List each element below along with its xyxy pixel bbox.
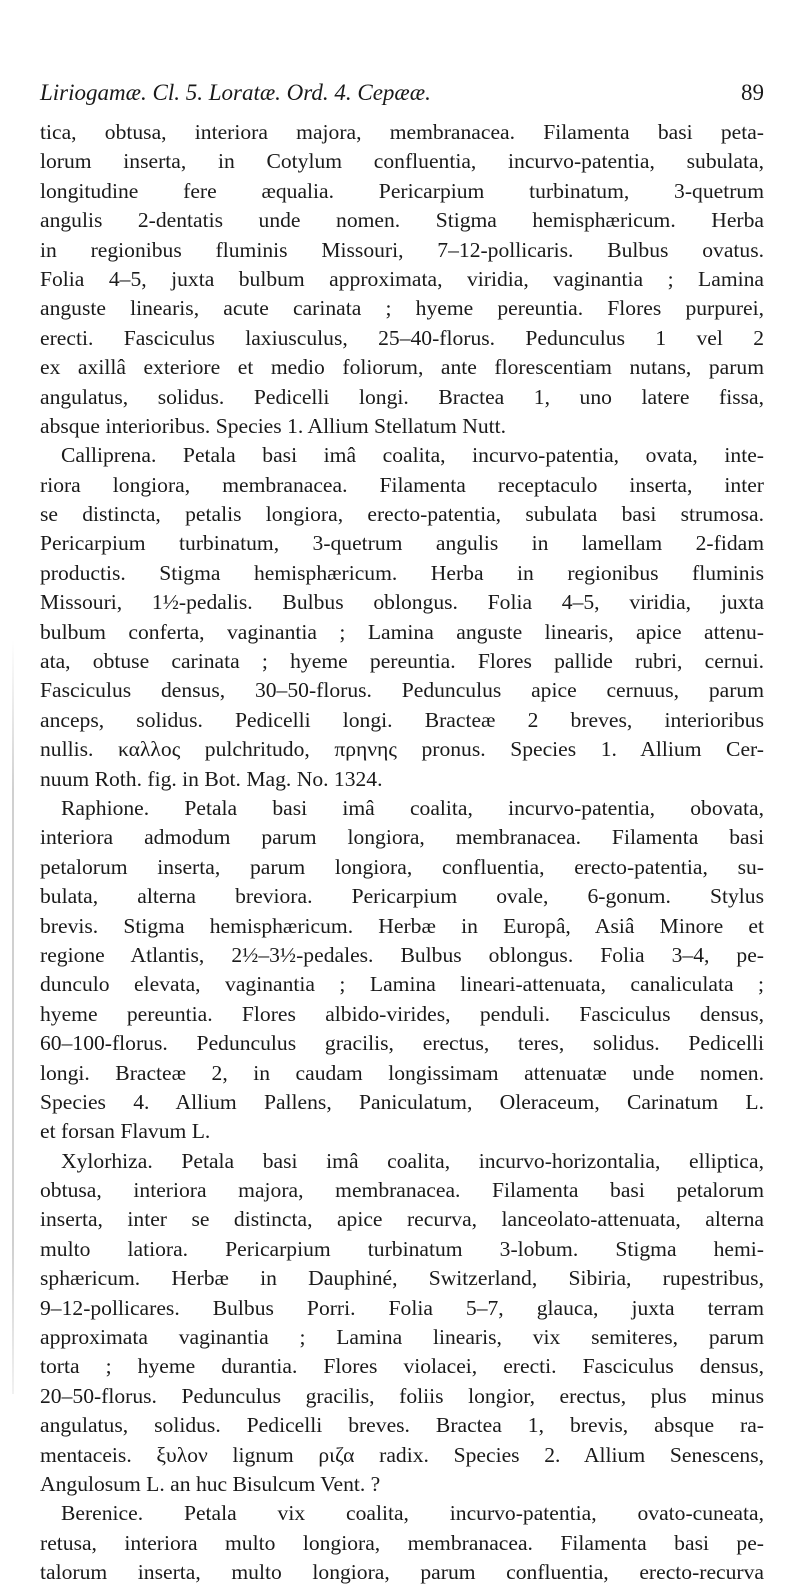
text-line: hyeme pereuntia. Flores albido-virides, penduli. Fasciculus densus, <box>40 1001 764 1026</box>
text-line: Missouri, 1½-pedalis. Bulbus oblongus. Folia 4–5, viridia, juxta <box>40 590 764 615</box>
text-line: angulatus, solidus. Pedicelli longi. Bractea 1, uno latere fissa, <box>40 384 764 409</box>
text-line: regione Atlantis, 2½–3½-pedales. Bulbus oblongus. Folia 3–4, pe- <box>40 942 764 967</box>
text-line: nullis. καλλος pulchritudo, πρηνης pronus. Species 1. Allium Cer- <box>40 737 764 762</box>
text-line: multo latiora. Pericarpium turbinatum 3-lobum. Stigma hemi- <box>40 1236 764 1261</box>
text-line: Pericarpium turbinatum, 3-quetrum angulis in lamellam 2-fidam <box>40 531 764 556</box>
text-line: interiora admodum parum longiora, membranacea. Filamenta basi <box>40 825 764 850</box>
text-line: productis. Stigma hemisphæricum. Herba in regionibus fluminis <box>40 560 764 585</box>
text-line: anceps, solidus. Pedicelli longi. Bracteæ 2 breves, interioribus <box>40 707 764 732</box>
text-line: ata, obtuse carinata ; hyeme pereuntia. Flores pallide rubri, cernui. <box>40 649 764 674</box>
text-line: riora longiora, membranacea. Filamenta receptaculo inserta, inter <box>40 472 764 497</box>
text-line: mentaceis. ξυλον lignum ριζα radix. Species 2. Allium Senescens, <box>40 1442 764 1467</box>
text-line: talorum inserta, multo longiora, parum confluentia, erecto-recurva <box>40 1560 764 1585</box>
running-title: Liriogamæ. Cl. 5. Loratæ. Ord. 4. Cepææ. <box>40 80 431 105</box>
body-text <box>40 118 764 1588</box>
text-line: et forsan Flavum L. <box>40 1119 211 1144</box>
text-line: tica, obtusa, interiora majora, membranacea. Filamenta basi peta- <box>40 120 764 144</box>
text-line: 20–50-florus. Pedunculus gracilis, foliis longior, erectus, plus minus <box>40 1383 764 1408</box>
scan-binding-shadow <box>12 640 14 1394</box>
text-line: approximata vaginantia ; Lamina linearis, vix semiteres, parum <box>40 1325 764 1350</box>
text-line: dunculo elevata, vaginantia ; Lamina lineari-attenuata, canaliculata ; <box>40 972 764 997</box>
text-line: inserta, inter se distincta, apice recurva, lanceolato-attenuata, alterna <box>40 1207 764 1232</box>
text-line: absque interioribus. Species 1. Allium Stellatum Nutt. <box>40 413 507 438</box>
page-number: 89 <box>741 80 764 105</box>
text-line: petalorum inserta, parum longiora, confluentia, erecto-patentia, su- <box>40 854 764 879</box>
text-line: torta ; hyeme durantia. Flores violacei, erecti. Fasciculus densus, <box>40 1354 764 1379</box>
text-line: angulis 2-dentatis unde nomen. Stigma hemisphæricum. Herba <box>40 208 764 233</box>
text-line: Xylorhiza. Petala basi imâ coalita, incurvo-horizontalia, elliptica, <box>61 1148 764 1173</box>
text-line: retusa, interiora multo longiora, membranacea. Filamenta basi pe- <box>40 1530 764 1555</box>
text-line: bulata, alterna breviora. Pericarpium ovale, 6-gonum. Stylus <box>40 884 764 909</box>
text-line: bulbum conferta, vaginantia ; Lamina anguste linearis, apice attenu- <box>40 619 764 644</box>
text-line: brevis. Stigma hemisphæricum. Herbæ in Europâ, Asiâ Minore et <box>40 913 764 938</box>
text-line: se distincta, petalis longiora, erecto-patentia, subulata basi strumosa. <box>40 502 764 527</box>
text-line: lorum inserta, in Cotylum confluentia, incurvo-patentia, subulata, <box>40 149 764 174</box>
text-line: in regionibus fluminis Missouri, 7–12-pollicaris. Bulbus ovatus. <box>40 237 764 262</box>
text-line: Folia 4–5, juxta bulbum approximata, viridia, vaginantia ; Lamina <box>40 266 764 291</box>
text-line: Berenice. Petala vix coalita, incurvo-patentia, ovato-cuneata, <box>61 1501 764 1526</box>
text-line: nuum Roth. fig. in Bot. Mag. No. 1324. <box>40 766 383 791</box>
text-line: Raphione. Petala basi imâ coalita, incurvo-patentia, obovata, <box>61 795 764 820</box>
text-line: ex axillâ exteriore et medio foliorum, ante florescentiam nutans, parum <box>40 355 764 380</box>
text-line: Angulosum L. an huc Bisulcum Vent. ? <box>40 1471 381 1496</box>
text-line: 60–100-florus. Pedunculus gracilis, erectus, teres, solidus. Pedicelli <box>40 1031 764 1056</box>
text-line: longi. Bracteæ 2, in caudam longissimam attenuatæ unde nomen. <box>40 1060 764 1085</box>
text-line: anguste linearis, acute carinata ; hyeme pereuntia. Flores purpurei, <box>40 296 764 321</box>
text-line: Calliprena. Petala basi imâ coalita, incurvo-patentia, ovata, inte- <box>61 443 764 468</box>
text-line: Species 4. Allium Pallens, Paniculatum, Oleraceum, Carinatum L. <box>40 1089 764 1114</box>
running-head <box>40 78 764 108</box>
text-line: longitudine fere æqualia. Pericarpium turbinatum, 3-quetrum <box>40 178 764 203</box>
text-line: sphæricum. Herbæ in Dauphiné, Switzerland, Sibiria, rupestribus, <box>40 1266 764 1291</box>
text-line: 9–12-pollicares. Bulbus Porri. Folia 5–7, glauca, juxta terram <box>40 1295 764 1320</box>
text-line: Fasciculus densus, 30–50-florus. Pedunculus apice cernuus, parum <box>40 678 764 703</box>
text-line: obtusa, interiora majora, membranacea. Filamenta basi petalorum <box>40 1178 764 1203</box>
text-line: erecti. Fasciculus laxiusculus, 25–40-florus. Pedunculus 1 vel 2 <box>40 325 764 350</box>
text-line: angulatus, solidus. Pedicelli breves. Bractea 1, brevis, absque ra- <box>40 1413 764 1438</box>
